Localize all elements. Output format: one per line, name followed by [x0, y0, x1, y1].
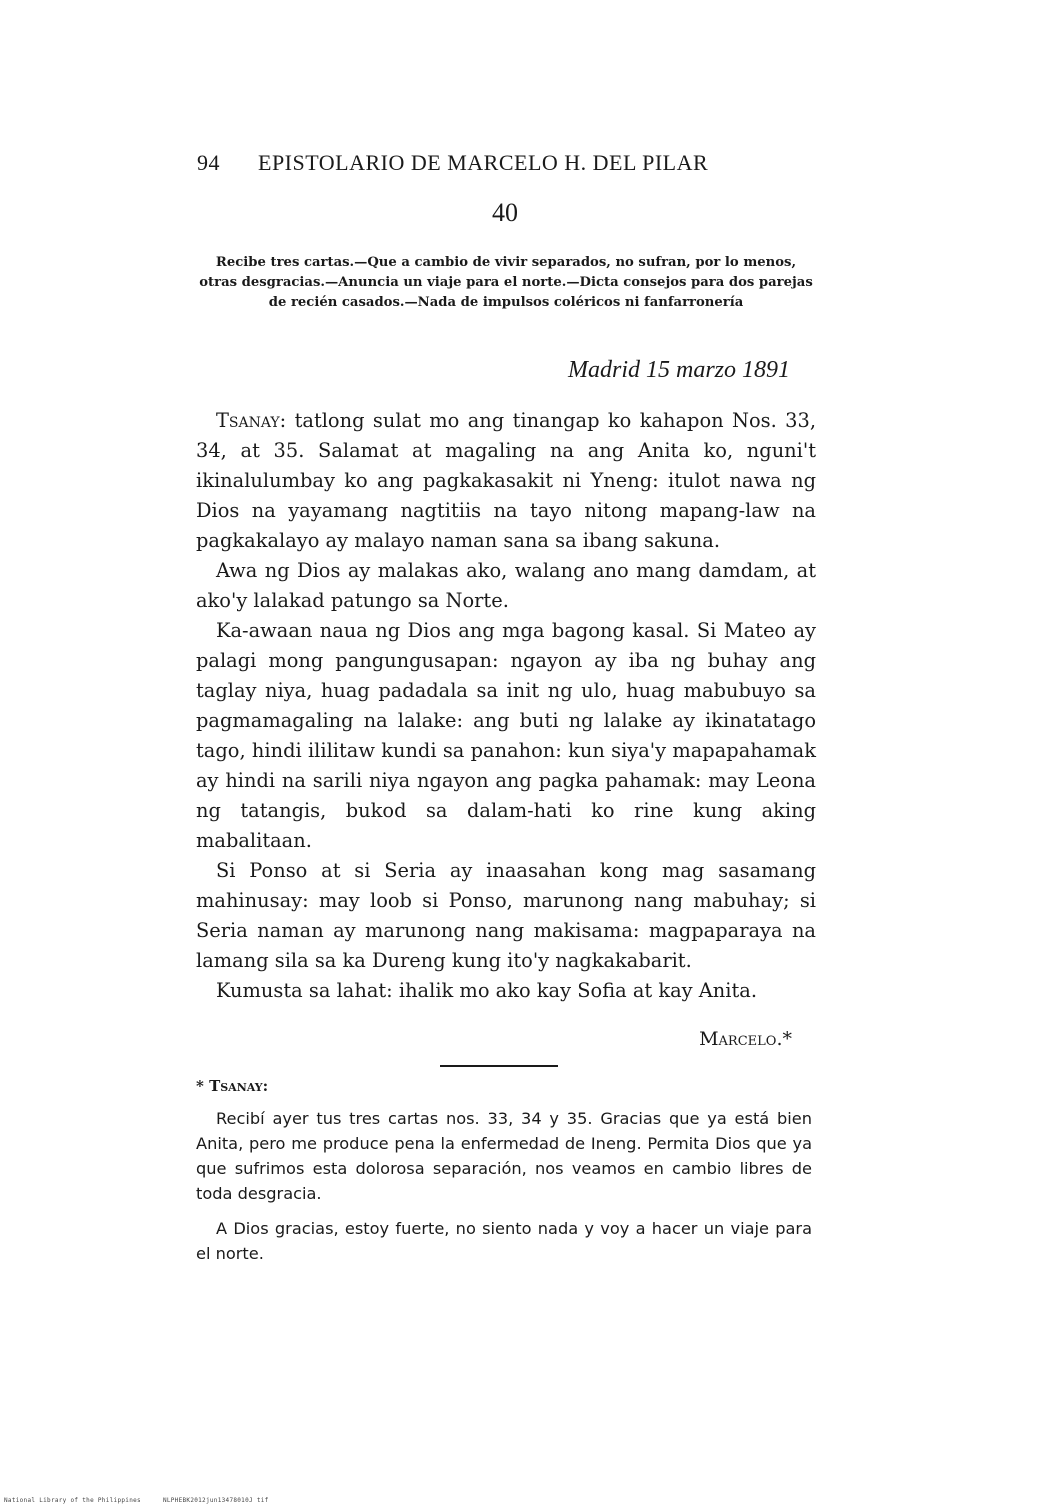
- footnote-paragraph: Recibí ayer tus tres cartas nos. 33, 34 y 35. Gracias que ya está bien Anita, pero me produce pena la enfermedad de Ineng. Permita Dios que ya que sufrimos esta dolorosa separación, nos veamos en cambio libres de toda desgracia.: [196, 1109, 812, 1203]
- scan-library: National Library of the Philippines: [4, 1497, 141, 1504]
- footnote-label: * Tsanay:: [196, 1077, 269, 1095]
- scan-footer: [4, 1497, 704, 1504]
- running-title: EPISTOLARIO DE MARCELO H. DEL PILAR: [258, 150, 709, 175]
- body-paragraph: Kumusta sa lahat: ihalik mo ako kay Sofia at kay Anita.: [216, 979, 758, 1002]
- page-number: 94: [197, 150, 220, 175]
- footnote-paragraph: A Dios gracias, estoy fuerte, no siento nada y voy a hacer un viaje para el norte.: [196, 1219, 812, 1263]
- salutation: Tsanay:: [216, 409, 287, 432]
- signature: Marcelo.*: [699, 1028, 792, 1050]
- letter-number: 40: [492, 198, 518, 227]
- footnote-divider: [440, 1065, 558, 1067]
- body-paragraph: Awa ng Dios ay malakas ako, walang ano mang damdam, at ako'y lalakad patungo sa Norte.: [196, 559, 816, 612]
- letter-summary: Recibe tres cartas.—Que a cambio de vivir separados, no sufran, por lo menos, otras desgracias.—Anuncia un viaje para el norte.—Dicta consejos para dos parejas de recién casados.—Nada de impulsos coléricos ni fanfarronería: [199, 255, 813, 310]
- running-header: [197, 150, 797, 176]
- footnote-translation: [196, 1106, 812, 1276]
- letter-body: [196, 406, 816, 1006]
- body-paragraph: Si Ponso at si Seria ay inaasahan kong mag sasamang mahinusay: may loob si Ponso, marunong nang mabuhay; si Seria naman ay marunong nang makisama: magpaparaya na lamang sila sa ka Dureng kung ito'y nagkakabarit.: [196, 859, 816, 972]
- scan-file-id: NLPHEBK2012jun13478010J tif: [162, 1497, 269, 1504]
- paragraph-text: tatlong sulat mo ang tinangap ko kahapon Nos. 33, 34, at 35. Salamat at magaling na ang Anita ko, nguni't ikinalulumbay ko ang pagkakasakit ni Yneng: itulot nawa ng Dios na yayamang nagtitiis na tayo nitong mapang-law na pagkakalayo ay malayo naman sana sa ibang sakuna.: [196, 409, 816, 552]
- letter-date: Madrid 15 marzo 1891: [567, 357, 790, 383]
- body-paragraph: [196, 406, 816, 556]
- body-paragraph: Ka-awaan naua ng Dios ang mga bagong kasal. Si Mateo ay palagi mong pangungusapan: ngayon ay iba ng buhay ang taglay niya, huag padadala sa init ng ulo, huag mabubuyo sa pagmamagaling na lalake: ang buti ng lalake ay ikinatatago tago, hindi ililitaw kundi sa panahon: kun siya'y mapapahamak ay hindi na sarili niya ngayon ang pagka pahamak: may Leona ng tatangis, bukod sa dalam-hati ko rine kung aking mabalitaan.: [196, 619, 816, 852]
